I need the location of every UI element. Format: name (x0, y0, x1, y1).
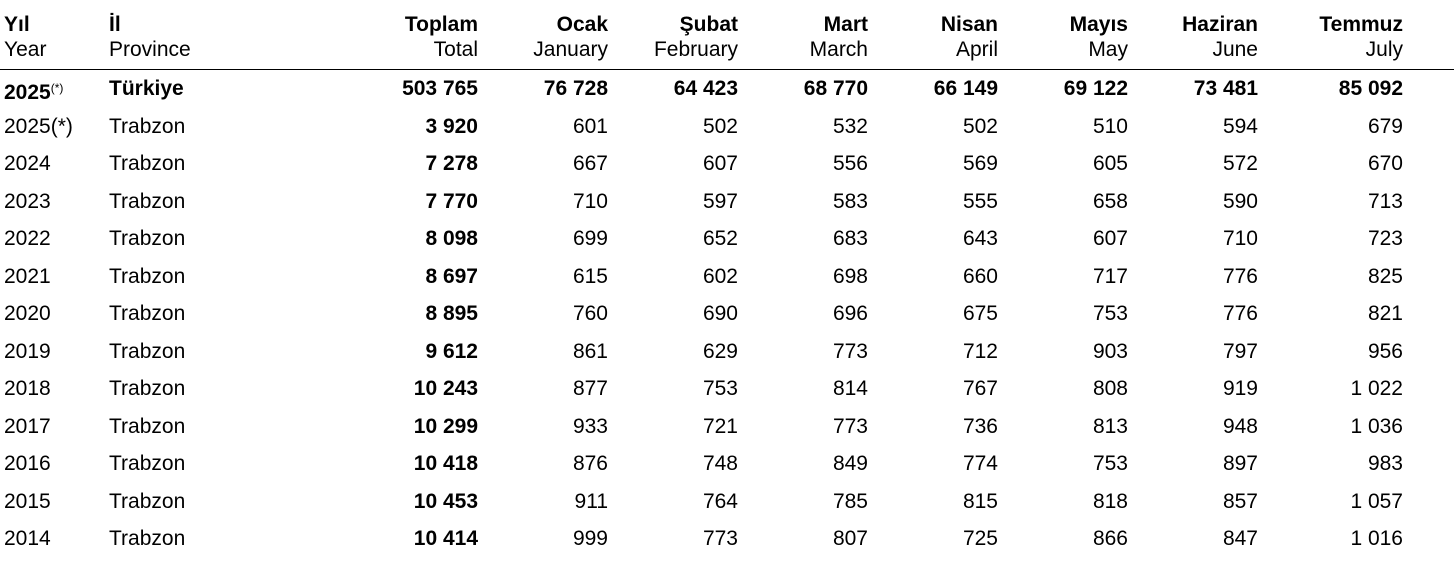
cell-month-value: 670 (1367, 152, 1403, 175)
cell-month-value: 773 (702, 527, 738, 550)
cell-month-value: 601 (572, 114, 608, 138)
cell-year-text: 2018 (4, 377, 51, 400)
cell-year-text: 2015 (4, 489, 51, 513)
header-june (1128, 12, 1258, 62)
cell-month-value: 605 (1092, 152, 1128, 175)
cell-month-value: 569 (962, 152, 998, 175)
cell-province: Trabzon (109, 189, 186, 213)
cell-month-value: 696 (832, 302, 868, 325)
table-row (0, 70, 1454, 107)
cell-month-value: 699 (572, 227, 608, 250)
cell-month-value: 68 770 (803, 77, 868, 100)
cell-month-value: 590 (1222, 189, 1258, 213)
cell-month-value: 807 (832, 527, 868, 550)
cell-month-value: 710 (1222, 227, 1258, 250)
cell-month-value: 1 036 (1350, 414, 1403, 438)
cell-month-value: 698 (832, 264, 868, 288)
cell-year (4, 408, 51, 445)
cell-month-value: 710 (572, 189, 608, 213)
cell-total: 10 243 (413, 377, 478, 400)
cell-month-value: 919 (1222, 377, 1258, 400)
cell-month-value: 767 (962, 377, 998, 400)
cell-province: Trabzon (109, 152, 186, 175)
cell-month-value: 643 (962, 227, 998, 250)
cell-month-value: 753 (1092, 452, 1128, 475)
cell-year-text: 2020 (4, 302, 51, 325)
cell-month-value: 717 (1092, 264, 1128, 288)
cell-province: Trabzon (109, 452, 186, 475)
cell-total: 3 920 (425, 114, 478, 138)
header-year-en: Year (4, 38, 47, 61)
cell-month-value: 847 (1222, 527, 1258, 550)
cell-month-value: 615 (572, 264, 608, 288)
cell-month-value: 821 (1367, 302, 1403, 325)
cell-month-value: 818 (1092, 489, 1128, 513)
cell-month-value: 736 (962, 414, 998, 438)
table-row (0, 295, 1454, 332)
cell-year-text: 2017 (4, 414, 51, 438)
cell-month-value: 502 (962, 114, 998, 138)
cell-month-value: 876 (572, 452, 608, 475)
cell-province: Trabzon (109, 227, 186, 250)
cell-total: 9 612 (425, 339, 478, 363)
cell-month-value: 825 (1367, 264, 1403, 288)
table-row (0, 370, 1454, 407)
cell-month-value: 866 (1092, 527, 1128, 550)
cell-month-value: 764 (702, 489, 738, 513)
header-april-en: April (955, 38, 998, 61)
header-may-tr: Mayıs (1069, 13, 1128, 36)
header-april-tr: Nisan (940, 13, 998, 36)
cell-total: 7 278 (425, 152, 478, 175)
cell-month-value: 658 (1092, 189, 1128, 213)
cell-month-value: 555 (962, 189, 998, 213)
cell-month-value: 753 (1092, 302, 1128, 325)
cell-month-value: 583 (832, 189, 868, 213)
cell-month-value: 69 122 (1063, 77, 1128, 100)
cell-month-value: 690 (702, 302, 738, 325)
header-march-en: March (809, 38, 868, 61)
header-may (998, 12, 1128, 62)
cell-total: 7 770 (425, 189, 478, 213)
table-row (0, 333, 1454, 370)
cell-month-value: 776 (1222, 302, 1258, 325)
header-february-en: February (653, 38, 738, 61)
cell-year-text: 2025(*) (4, 114, 73, 138)
cell-month-value: 510 (1092, 114, 1128, 138)
table-row (0, 183, 1454, 220)
table-row (0, 220, 1454, 257)
cell-month-value: 1 016 (1350, 527, 1403, 550)
cell-month-value: 594 (1222, 114, 1258, 138)
cell-province: Trabzon (109, 264, 186, 288)
cell-month-value: 760 (572, 302, 608, 325)
cell-month-value: 877 (572, 377, 608, 400)
cell-month-value: 933 (572, 414, 608, 438)
cell-year (4, 108, 73, 145)
cell-year (4, 70, 63, 111)
cell-total: 10 418 (413, 452, 478, 475)
cell-total: 8 895 (425, 302, 478, 325)
cell-province: Trabzon (109, 377, 186, 400)
cell-total: 8 098 (425, 227, 478, 250)
cell-month-value: 85 092 (1338, 77, 1403, 100)
cell-month-value: 776 (1222, 264, 1258, 288)
cell-month-value: 903 (1092, 339, 1128, 363)
cell-month-value: 713 (1367, 189, 1403, 213)
table-row (0, 445, 1454, 482)
cell-month-value: 679 (1367, 114, 1403, 138)
cell-month-value: 813 (1092, 414, 1128, 438)
header-march-tr: Mart (823, 13, 868, 36)
cell-year (4, 333, 51, 370)
cell-year-text: 2019 (4, 339, 51, 363)
cell-province: Trabzon (109, 302, 186, 325)
header-april (868, 12, 998, 62)
header-province (109, 12, 191, 62)
cell-total: 8 697 (425, 264, 478, 288)
cell-month-value: 683 (832, 227, 868, 250)
cell-month-value: 66 149 (933, 77, 998, 100)
cell-month-value: 607 (702, 152, 738, 175)
cell-month-value: 652 (702, 227, 738, 250)
cell-year-text: 2014 (4, 527, 51, 550)
header-may-en: May (1088, 38, 1128, 61)
cell-month-value: 667 (572, 152, 608, 175)
cell-month-value: 675 (962, 302, 998, 325)
cell-year-text: 2016 (4, 452, 51, 475)
cell-month-value: 956 (1367, 339, 1403, 363)
cell-month-value: 660 (962, 264, 998, 288)
cell-year (4, 445, 51, 482)
table-row (0, 258, 1454, 295)
header-january-en: January (533, 38, 608, 61)
cell-year-text: 2021 (4, 264, 51, 288)
cell-month-value: 502 (702, 114, 738, 138)
cell-province: Trabzon (109, 114, 186, 138)
cell-total: 10 414 (413, 527, 478, 550)
cell-total: 503 765 (402, 77, 478, 100)
cell-month-value: 73 481 (1193, 77, 1258, 100)
cell-month-value: 725 (962, 527, 998, 550)
cell-month-value: 723 (1367, 227, 1403, 250)
header-july-en: July (1365, 38, 1403, 61)
cell-month-value: 1 022 (1350, 377, 1403, 400)
cell-month-value: 857 (1222, 489, 1258, 513)
table-row (0, 145, 1454, 182)
header-province-tr: İl (109, 13, 121, 36)
cell-province: Trabzon (109, 489, 186, 513)
cell-month-value: 748 (702, 452, 738, 475)
cell-year (4, 520, 51, 557)
cell-month-value: 861 (572, 339, 608, 363)
cell-month-value: 1 057 (1350, 489, 1403, 513)
header-province-en: Province (109, 38, 191, 61)
header-july-tr: Temmuz (1319, 13, 1403, 36)
cell-year-text: 2025 (4, 81, 51, 104)
cell-year (4, 295, 51, 332)
cell-year (4, 220, 51, 257)
cell-province: Trabzon (109, 414, 186, 438)
cell-year-text: 2024 (4, 152, 51, 175)
table-row (0, 408, 1454, 445)
cell-province: Trabzon (109, 339, 186, 363)
cell-province: Türkiye (109, 77, 184, 100)
cell-month-value: 785 (832, 489, 868, 513)
cell-month-value: 753 (702, 377, 738, 400)
cell-month-value: 815 (962, 489, 998, 513)
cell-month-value: 897 (1222, 452, 1258, 475)
cell-month-value: 814 (832, 377, 868, 400)
cell-month-value: 629 (702, 339, 738, 363)
header-january (478, 12, 608, 62)
cell-year (4, 258, 51, 295)
cell-year-text: 2022 (4, 227, 51, 250)
cell-month-value: 773 (832, 414, 868, 438)
header-year (4, 12, 46, 62)
cell-month-value: 76 728 (543, 77, 608, 100)
header-july (1258, 12, 1403, 62)
header-total (300, 12, 478, 62)
cell-month-value: 712 (962, 339, 998, 363)
cell-month-value: 983 (1367, 452, 1403, 475)
cell-total: 10 299 (413, 414, 478, 438)
header-march (738, 12, 868, 62)
header-june-en: June (1212, 38, 1258, 61)
cell-month-value: 721 (702, 414, 738, 438)
cell-month-value: 532 (832, 114, 868, 138)
header-year-tr: Yıl (4, 13, 30, 36)
table-row (0, 108, 1454, 145)
cell-month-value: 64 423 (673, 77, 738, 100)
cell-year (4, 145, 51, 182)
cell-month-value: 911 (574, 489, 608, 513)
cell-month-value: 572 (1222, 152, 1258, 175)
header-total-tr: Toplam (404, 13, 478, 36)
cell-month-value: 556 (832, 152, 868, 175)
cell-year (4, 183, 51, 220)
cell-month-value: 773 (832, 339, 868, 363)
cell-month-value: 607 (1092, 227, 1128, 250)
table-row (0, 520, 1454, 557)
header-february-tr: Şubat (679, 13, 738, 36)
cell-month-value: 948 (1222, 414, 1258, 438)
cell-year (4, 370, 51, 407)
cell-month-value: 808 (1092, 377, 1128, 400)
cell-year-text: 2023 (4, 189, 51, 213)
cell-month-value: 774 (962, 452, 998, 475)
cell-year-footnote-mark: (*) (50, 81, 64, 95)
cell-year (4, 483, 51, 520)
header-february (608, 12, 738, 62)
cell-month-value: 597 (702, 189, 738, 213)
table-row (0, 483, 1454, 520)
cell-total: 10 453 (413, 489, 478, 513)
cell-month-value: 797 (1222, 339, 1258, 363)
cell-province: Trabzon (109, 527, 186, 550)
cell-month-value: 849 (832, 452, 868, 475)
cell-month-value: 602 (702, 264, 738, 288)
header-january-tr: Ocak (556, 13, 608, 36)
cell-month-value: 999 (572, 527, 608, 550)
header-june-tr: Haziran (1182, 13, 1258, 36)
header-total-en: Total (433, 38, 478, 61)
